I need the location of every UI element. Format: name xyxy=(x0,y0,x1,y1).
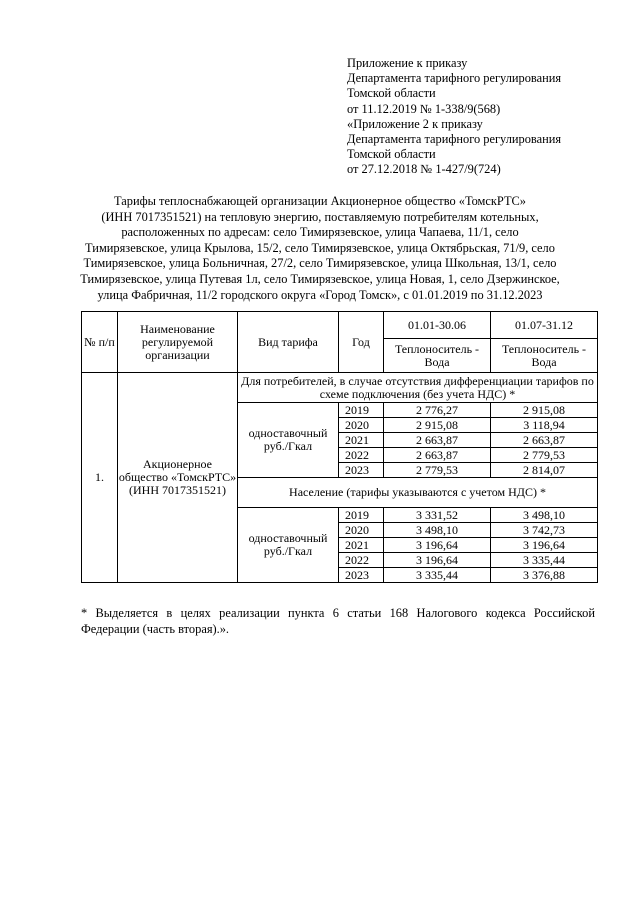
tariff-type-cell: одноставочный руб./Гкал xyxy=(238,508,339,583)
value-cell: 2 814,07 xyxy=(491,463,598,478)
header-line: Департамента тарифного регулирования xyxy=(347,132,562,147)
title-line: (ИНН 7017351521) на тепловую энергию, поставляемую потребителям котельных, xyxy=(101,209,539,224)
value-cell: 3 196,64 xyxy=(491,538,598,553)
value-cell: 3 335,44 xyxy=(491,553,598,568)
value-cell: 2 915,08 xyxy=(491,403,598,418)
year-cell: 2020 xyxy=(339,523,384,538)
header-carrier-1: Теплоноситель - Вода xyxy=(384,339,491,373)
header-number: № п/п xyxy=(82,312,118,373)
title-line: Тарифы теплоснабжающей организации Акционерное общество «ТомскРТС» xyxy=(114,194,526,208)
header-carrier-2: Теплоноситель - Вода xyxy=(491,339,598,373)
year-cell: 2022 xyxy=(339,553,384,568)
footnote: * Выделяется в целях реализации пункта 6 статьи 168 Налогового кодекса Российской Федерации (часть вторая).». xyxy=(81,606,595,636)
header-line: Департамента тарифного регулирования xyxy=(347,71,562,86)
header-line: Приложение к приказу xyxy=(347,56,468,70)
document-title xyxy=(30,194,610,303)
value-cell: 2 779,53 xyxy=(491,448,598,463)
year-cell: 2023 xyxy=(339,463,384,478)
value-cell: 3 498,10 xyxy=(491,508,598,523)
title-line: улица Фабричная, 11/2 городского округа «Город Томск», с 01.01.2019 по 31.12.2023 xyxy=(97,287,543,302)
value-cell: 2 776,27 xyxy=(384,403,491,418)
header-line: Томской области xyxy=(347,147,436,162)
value-cell: 3 335,44 xyxy=(384,568,491,583)
value-cell: 2 915,08 xyxy=(384,418,491,433)
tariff-type-cell: одноставочный руб./Гкал xyxy=(238,403,339,478)
value-cell: 2 663,87 xyxy=(384,433,491,448)
value-cell: 3 196,64 xyxy=(384,538,491,553)
row-number: 1. xyxy=(82,373,118,583)
header-line: «Приложение 2 к приказу xyxy=(347,116,483,131)
year-cell: 2021 xyxy=(339,433,384,448)
value-cell: 3 196,64 xyxy=(384,553,491,568)
section-title: Население (тарифы указываются с учетом НДС) * xyxy=(238,478,598,508)
year-cell: 2019 xyxy=(339,403,384,418)
title-line: Тимирязевское, улица Больничная, 27/2, село Тимирязевское, улица Школьная, 13/1, село xyxy=(83,256,557,271)
header-year: Год xyxy=(339,312,384,373)
title-line: Тимирязевское, улица Крылова, 15/2, село Тимирязевское, улица Октябрьская, 71/9, село xyxy=(85,240,555,255)
section-title: Для потребителей, в случае отсутствия дифференциации тарифов по схеме подключения (без учета НДС) * xyxy=(238,373,598,403)
header-line: Томской области xyxy=(347,86,436,101)
value-cell: 2 779,53 xyxy=(384,463,491,478)
header-period-1: 01.01-30.06 xyxy=(384,312,491,339)
year-cell: 2021 xyxy=(339,538,384,553)
header-line: от 27.12.2018 № 1-427/9(724) xyxy=(347,162,501,177)
year-cell: 2019 xyxy=(339,508,384,523)
title-line: расположенных по адресам: село Тимирязевское, улица Чапаева, 11/1, село xyxy=(121,225,519,240)
organization-name: Акционерное общество «ТомскРТС» (ИНН 7017351521) xyxy=(118,373,238,583)
value-cell: 2 663,87 xyxy=(491,433,598,448)
order-header xyxy=(347,56,627,178)
value-cell: 3 376,88 xyxy=(491,568,598,583)
value-cell: 3 742,73 xyxy=(491,523,598,538)
header-line: от 11.12.2019 № 1-338/9(568) xyxy=(347,101,501,116)
year-cell: 2022 xyxy=(339,448,384,463)
value-cell: 2 663,87 xyxy=(384,448,491,463)
value-cell: 3 118,94 xyxy=(491,418,598,433)
title-line: Тимирязевское, улица Путевая 1л, село Тимирязевское, улица Новая, 1, село Дзержинское, xyxy=(80,271,560,286)
value-cell: 3 331,52 xyxy=(384,508,491,523)
year-cell: 2023 xyxy=(339,568,384,583)
header-organization: Наименование регулируемой организации xyxy=(118,312,238,373)
year-cell: 2020 xyxy=(339,418,384,433)
header-tariff-type: Вид тарифа xyxy=(238,312,339,373)
tariff-table xyxy=(81,311,598,583)
value-cell: 3 498,10 xyxy=(384,523,491,538)
header-period-2: 01.07-31.12 xyxy=(491,312,598,339)
